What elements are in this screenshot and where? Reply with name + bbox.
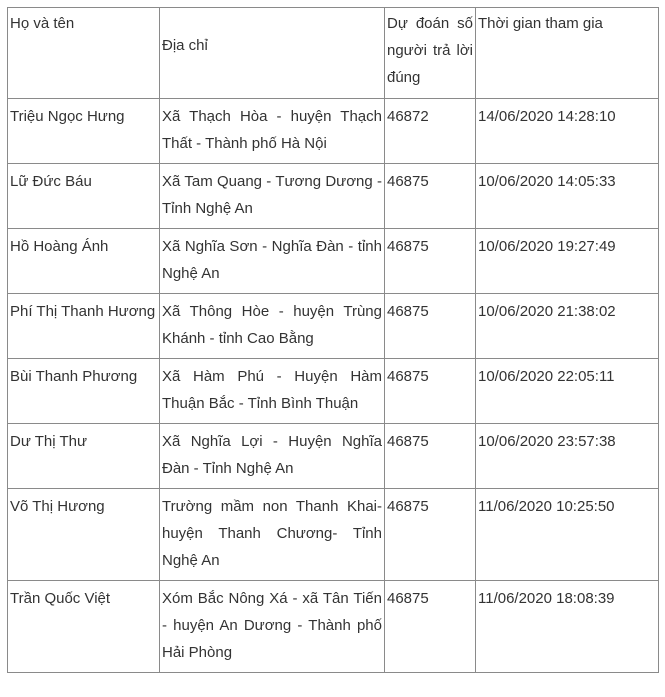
cell-time: 11/06/2020 18:08:39 [476, 581, 659, 673]
cell-name: Hồ Hoàng Ánh [8, 229, 160, 294]
header-address: Địa chỉ [162, 37, 208, 54]
header-name: Họ và tên [8, 8, 160, 99]
table-row [8, 294, 659, 359]
table-row [8, 164, 659, 229]
cell-prediction: 46875 [385, 489, 476, 581]
cell-time: 10/06/2020 14:05:33 [476, 164, 659, 229]
table-row [8, 489, 659, 581]
cell-time: 10/06/2020 21:38:02 [476, 294, 659, 359]
cell-prediction: 46875 [385, 229, 476, 294]
header-address-cell [160, 8, 385, 99]
cell-name: Phí Thị Thanh Hương [8, 294, 160, 359]
cell-name: Trần Quốc Việt [8, 581, 160, 673]
cell-name: Võ Thị Hương [8, 489, 160, 581]
cell-time: 14/06/2020 14:28:10 [476, 99, 659, 164]
table-row [8, 424, 659, 489]
header-prediction: Dự đoán số người trả lời đúng [385, 8, 476, 99]
table-row [8, 581, 659, 673]
cell-name: Triệu Ngọc Hưng [8, 99, 160, 164]
cell-address: Xã Thạch Hòa - huyện Thạch Thất - Thành phố Hà Nội [160, 99, 385, 164]
cell-name: Dư Thị Thư [8, 424, 160, 489]
table-row [8, 359, 659, 424]
cell-address: Xóm Bắc Nông Xá - xã Tân Tiến - huyện An Dương - Thành phố Hải Phòng [160, 581, 385, 673]
cell-prediction: 46875 [385, 581, 476, 673]
cell-name: Lữ Đức Báu [8, 164, 160, 229]
header-time: Thời gian tham gia [476, 8, 659, 99]
table-header-row [8, 8, 659, 99]
cell-prediction: 46875 [385, 359, 476, 424]
cell-address: Xã Nghĩa Lợi - Huyện Nghĩa Đàn - Tỉnh Nghệ An [160, 424, 385, 489]
cell-prediction: 46875 [385, 424, 476, 489]
cell-prediction: 46875 [385, 164, 476, 229]
table-row [8, 99, 659, 164]
participants-table [7, 7, 659, 673]
cell-prediction: 46872 [385, 99, 476, 164]
cell-address: Xã Nghĩa Sơn - Nghĩa Đàn - tỉnh Nghệ An [160, 229, 385, 294]
cell-name: Bùi Thanh Phương [8, 359, 160, 424]
cell-address: Xã Thông Hòe - huyện Trùng Khánh - tỉnh Cao Bằng [160, 294, 385, 359]
cell-time: 10/06/2020 22:05:11 [476, 359, 659, 424]
table-row [8, 229, 659, 294]
cell-address: Xã Hàm Phú - Huyện Hàm Thuận Bắc - Tỉnh Bình Thuận [160, 359, 385, 424]
cell-time: 11/06/2020 10:25:50 [476, 489, 659, 581]
cell-time: 10/06/2020 23:57:38 [476, 424, 659, 489]
cell-address: Trường mầm non Thanh Khai-huyện Thanh Chương- Tỉnh Nghệ An [160, 489, 385, 581]
cell-address: Xã Tam Quang - Tương Dương - Tỉnh Nghệ An [160, 164, 385, 229]
cell-time: 10/06/2020 19:27:49 [476, 229, 659, 294]
cell-prediction: 46875 [385, 294, 476, 359]
